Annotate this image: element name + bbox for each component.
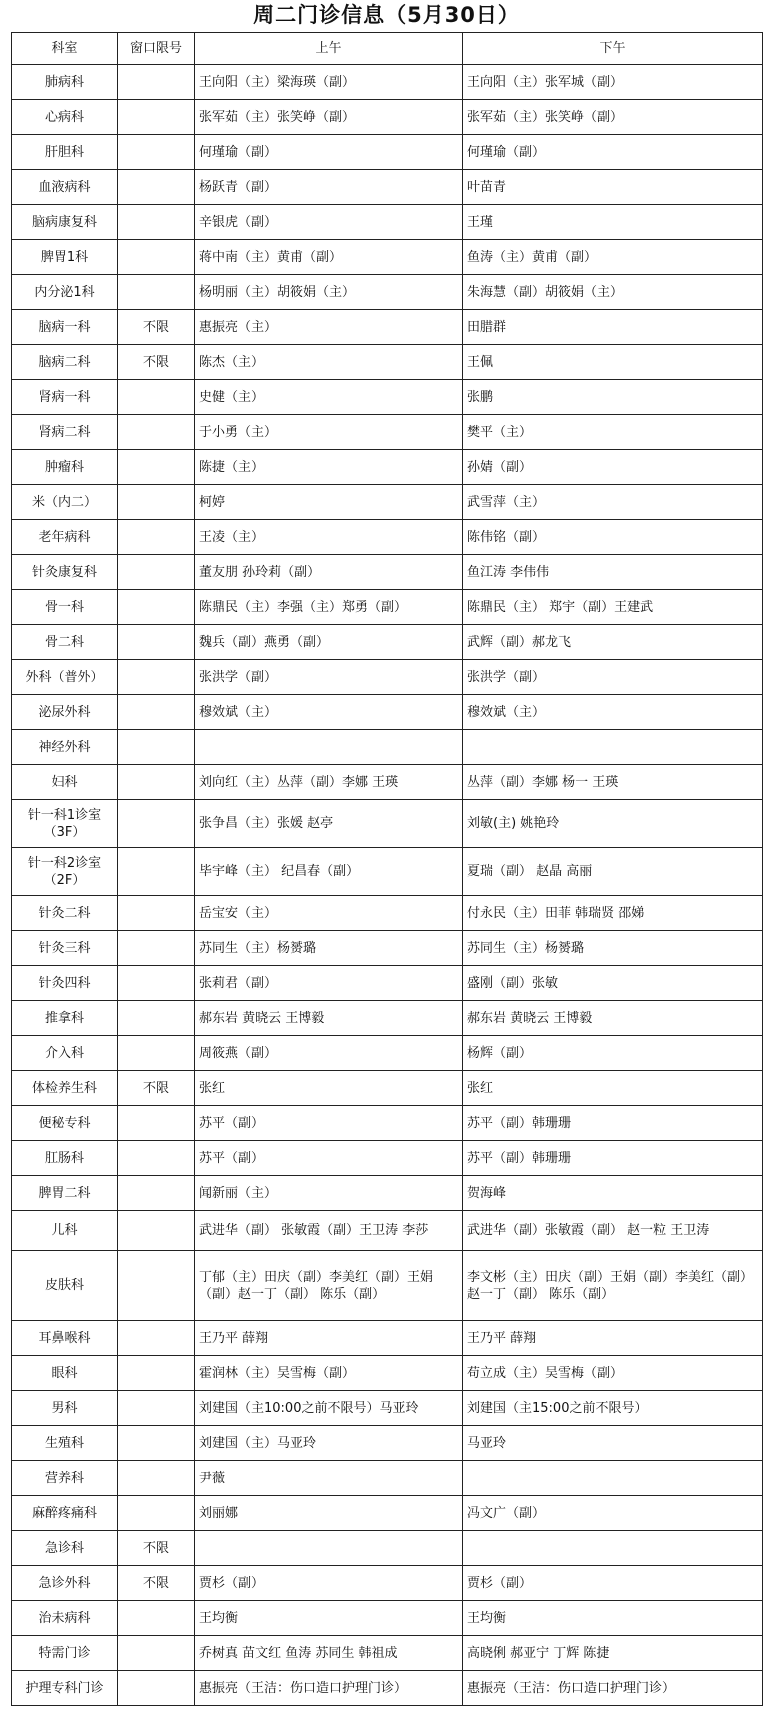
morning-cell: 何瑾瑜（副）	[195, 135, 463, 170]
window-limit-cell	[118, 695, 195, 730]
table-row	[12, 1106, 763, 1141]
dept-cell: 泌尿外科	[12, 695, 118, 730]
header-row	[12, 33, 763, 65]
dept-cell: 治未病科	[12, 1601, 118, 1636]
morning-cell	[195, 1531, 463, 1566]
dept-cell: 针灸康复科	[12, 555, 118, 590]
table-row	[12, 555, 763, 590]
morning-cell: 张争昌（主）张媛 赵亭	[195, 800, 463, 848]
afternoon-cell: 王乃平 薛翔	[463, 1321, 763, 1356]
table-row	[12, 1426, 763, 1461]
table-row	[12, 765, 763, 800]
morning-cell: 辛银虎（副）	[195, 205, 463, 240]
dept-cell: 推拿科	[12, 1001, 118, 1036]
dept-cell: 肿瘤科	[12, 450, 118, 485]
window-limit-cell: 不限	[118, 1531, 195, 1566]
table-row	[12, 1071, 763, 1106]
dept-cell: 骨一科	[12, 590, 118, 625]
window-limit-cell: 不限	[118, 1071, 195, 1106]
table-row	[12, 310, 763, 345]
dept-cell: 营养科	[12, 1461, 118, 1496]
table-row	[12, 1036, 763, 1071]
morning-cell: 王凌（主）	[195, 520, 463, 555]
table-row	[12, 1321, 763, 1356]
morning-cell: 惠振亮（王洁：伤口造口护理门诊）	[195, 1671, 463, 1706]
afternoon-cell: 张鹏	[463, 380, 763, 415]
table-row	[12, 1211, 763, 1251]
window-limit-cell	[118, 555, 195, 590]
header-window: 窗口限号	[118, 33, 195, 65]
window-limit-cell	[118, 848, 195, 896]
morning-cell: 丁郁（主）田庆（副）李美红（副）王娟（副）赵一丁（副） 陈乐（副）	[195, 1251, 463, 1321]
window-limit-cell	[118, 100, 195, 135]
afternoon-cell: 何瑾瑜（副）	[463, 135, 763, 170]
window-limit-cell	[118, 896, 195, 931]
window-limit-cell	[118, 1001, 195, 1036]
afternoon-cell: 盛刚（副）张敏	[463, 966, 763, 1001]
schedule-table	[11, 32, 763, 1706]
window-limit-cell	[118, 1251, 195, 1321]
dept-cell: 心病科	[12, 100, 118, 135]
window-limit-cell	[118, 1106, 195, 1141]
table-row	[12, 135, 763, 170]
afternoon-cell: 刘建国（主15:00之前不限号）	[463, 1391, 763, 1426]
afternoon-cell: 鱼江涛 李伟伟	[463, 555, 763, 590]
morning-cell: 贾杉（副）	[195, 1566, 463, 1601]
window-limit-cell	[118, 1601, 195, 1636]
window-limit-cell	[118, 485, 195, 520]
dept-cell: 老年病科	[12, 520, 118, 555]
header-dept: 科室	[12, 33, 118, 65]
window-limit-cell	[118, 240, 195, 275]
dept-cell: 护理专科门诊	[12, 1671, 118, 1706]
afternoon-cell: 贾杉（副）	[463, 1566, 763, 1601]
dept-cell: 妇科	[12, 765, 118, 800]
afternoon-cell: 刘敏(主) 姚艳玲	[463, 800, 763, 848]
morning-cell: 杨明丽（主）胡筱娟（主）	[195, 275, 463, 310]
table-row	[12, 590, 763, 625]
dept-cell: 男科	[12, 1391, 118, 1426]
window-limit-cell	[118, 1391, 195, 1426]
morning-cell: 刘向红（主）丛萍（副）李娜 王瑛	[195, 765, 463, 800]
window-limit-cell	[118, 380, 195, 415]
table-row	[12, 896, 763, 931]
morning-cell: 杨跃青（副）	[195, 170, 463, 205]
dept-cell: 急诊外科	[12, 1566, 118, 1601]
afternoon-cell: 穆效斌（主）	[463, 695, 763, 730]
window-limit-cell	[118, 135, 195, 170]
window-limit-cell	[118, 1036, 195, 1071]
dept-cell: 脑病一科	[12, 310, 118, 345]
dept-cell: 脑病二科	[12, 345, 118, 380]
table-row	[12, 170, 763, 205]
morning-cell: 张洪学（副）	[195, 660, 463, 695]
window-limit-cell	[118, 765, 195, 800]
morning-cell: 惠振亮（主）	[195, 310, 463, 345]
morning-cell: 苏平（副）	[195, 1141, 463, 1176]
table-row	[12, 275, 763, 310]
table-row	[12, 450, 763, 485]
afternoon-cell: 丛萍（副）李娜 杨一 王瑛	[463, 765, 763, 800]
table-row	[12, 520, 763, 555]
dept-cell: 脾胃二科	[12, 1176, 118, 1211]
dept-cell: 肺病科	[12, 65, 118, 100]
dept-cell: 针灸四科	[12, 966, 118, 1001]
table-row	[12, 848, 763, 896]
header-pm: 下午	[463, 33, 763, 65]
afternoon-cell: 李文彬（主）田庆（副）王娟（副）李美红（副） 赵一丁（副） 陈乐（副）	[463, 1251, 763, 1321]
afternoon-cell: 冯文广（副）	[463, 1496, 763, 1531]
afternoon-cell: 武进华（副）张敏霞（副） 赵一粒 王卫涛	[463, 1211, 763, 1251]
table-row	[12, 1356, 763, 1391]
table-row	[12, 485, 763, 520]
dept-cell: 儿科	[12, 1211, 118, 1251]
dept-cell: 肾病一科	[12, 380, 118, 415]
table-row	[12, 1601, 763, 1636]
dept-cell: 皮肤科	[12, 1251, 118, 1321]
window-limit-cell	[118, 65, 195, 100]
table-row	[12, 1251, 763, 1321]
window-limit-cell	[118, 450, 195, 485]
table-row	[12, 1566, 763, 1601]
afternoon-cell: 惠振亮（王洁：伤口造口护理门诊）	[463, 1671, 763, 1706]
table-row	[12, 931, 763, 966]
afternoon-cell: 高晓俐 郝亚宁 丁辉 陈捷	[463, 1636, 763, 1671]
afternoon-cell	[463, 1531, 763, 1566]
dept-cell: 针灸二科	[12, 896, 118, 931]
window-limit-cell	[118, 1636, 195, 1671]
morning-cell: 于小勇（主）	[195, 415, 463, 450]
morning-cell: 王均衡	[195, 1601, 463, 1636]
table-row	[12, 240, 763, 275]
window-limit-cell	[118, 730, 195, 765]
dept-cell: 麻醉疼痛科	[12, 1496, 118, 1531]
morning-cell: 陈捷（主）	[195, 450, 463, 485]
morning-cell: 苏同生（主）杨赟璐	[195, 931, 463, 966]
morning-cell: 董友朋 孙玲莉（副）	[195, 555, 463, 590]
window-limit-cell: 不限	[118, 345, 195, 380]
afternoon-cell: 陈鼎民（主） 郑宇（副）王建武	[463, 590, 763, 625]
dept-cell: 针一科1诊室（3F）	[12, 800, 118, 848]
dept-cell: 肝胆科	[12, 135, 118, 170]
dept-cell: 便秘专科	[12, 1106, 118, 1141]
dept-cell: 肛肠科	[12, 1141, 118, 1176]
dept-cell: 介入科	[12, 1036, 118, 1071]
morning-cell: 王向阳（主）梁海瑛（副）	[195, 65, 463, 100]
afternoon-cell: 张军茹（主）张笑峥（副）	[463, 100, 763, 135]
window-limit-cell	[118, 590, 195, 625]
window-limit-cell	[118, 1426, 195, 1461]
window-limit-cell	[118, 966, 195, 1001]
window-limit-cell	[118, 520, 195, 555]
table-row	[12, 1176, 763, 1211]
header-am: 上午	[195, 33, 463, 65]
morning-cell: 郝东岩 黄晓云 王博毅	[195, 1001, 463, 1036]
afternoon-cell: 武雪萍（主）	[463, 485, 763, 520]
afternoon-cell: 张洪学（副）	[463, 660, 763, 695]
table-row	[12, 800, 763, 848]
window-limit-cell	[118, 415, 195, 450]
afternoon-cell: 付永民（主）田菲 韩瑞贤 邵娣	[463, 896, 763, 931]
afternoon-cell: 夏瑞（副） 赵晶 高丽	[463, 848, 763, 896]
table-row	[12, 1461, 763, 1496]
dept-cell: 外科（普外）	[12, 660, 118, 695]
morning-cell: 刘建国（主10:00之前不限号）马亚玲	[195, 1391, 463, 1426]
window-limit-cell: 不限	[118, 1566, 195, 1601]
morning-cell: 蒋中南（主）黄甫（副）	[195, 240, 463, 275]
dept-cell: 眼科	[12, 1356, 118, 1391]
window-limit-cell	[118, 1321, 195, 1356]
table-row	[12, 1636, 763, 1671]
dept-cell: 针一科2诊室（2F）	[12, 848, 118, 896]
table-row	[12, 660, 763, 695]
dept-cell: 血液病科	[12, 170, 118, 205]
morning-cell: 张军茹（主）张笑峥（副）	[195, 100, 463, 135]
morning-cell: 苏平（副）	[195, 1106, 463, 1141]
table-row	[12, 730, 763, 765]
table-row	[12, 1391, 763, 1426]
dept-cell: 骨二科	[12, 625, 118, 660]
window-limit-cell	[118, 1141, 195, 1176]
morning-cell: 周筱燕（副）	[195, 1036, 463, 1071]
window-limit-cell	[118, 660, 195, 695]
afternoon-cell	[463, 730, 763, 765]
afternoon-cell: 苏同生（主）杨赟璐	[463, 931, 763, 966]
table-row	[12, 100, 763, 135]
morning-cell: 刘丽娜	[195, 1496, 463, 1531]
dept-cell: 米（内二）	[12, 485, 118, 520]
afternoon-cell: 武辉（副）郝龙飞	[463, 625, 763, 660]
table-row	[12, 1001, 763, 1036]
table-row	[12, 380, 763, 415]
morning-cell: 张红	[195, 1071, 463, 1106]
dept-cell: 体检养生科	[12, 1071, 118, 1106]
afternoon-cell: 苟立成（主）吴雪梅（副）	[463, 1356, 763, 1391]
afternoon-cell: 郝东岩 黄晓云 王博毅	[463, 1001, 763, 1036]
morning-cell	[195, 730, 463, 765]
window-limit-cell	[118, 931, 195, 966]
dept-cell: 针灸三科	[12, 931, 118, 966]
morning-cell: 王乃平 薛翔	[195, 1321, 463, 1356]
morning-cell: 武进华（副） 张敏霞（副）王卫涛 李莎	[195, 1211, 463, 1251]
afternoon-cell: 王向阳（主）张军城（副）	[463, 65, 763, 100]
morning-cell: 霍润林（主）吴雪梅（副）	[195, 1356, 463, 1391]
afternoon-cell: 王均衡	[463, 1601, 763, 1636]
morning-cell: 穆效斌（主）	[195, 695, 463, 730]
window-limit-cell: 不限	[118, 310, 195, 345]
window-limit-cell	[118, 1461, 195, 1496]
dept-cell: 急诊科	[12, 1531, 118, 1566]
morning-cell: 毕宇峰（主） 纪昌春（副）	[195, 848, 463, 896]
window-limit-cell	[118, 205, 195, 240]
morning-cell: 尹薇	[195, 1461, 463, 1496]
schedule-body	[12, 65, 763, 1706]
morning-cell: 柯婷	[195, 485, 463, 520]
table-row	[12, 695, 763, 730]
table-row	[12, 966, 763, 1001]
afternoon-cell: 贺海峰	[463, 1176, 763, 1211]
morning-cell: 魏兵（副）燕勇（副）	[195, 625, 463, 660]
window-limit-cell	[118, 625, 195, 660]
table-row	[12, 415, 763, 450]
morning-cell: 岳宝安（主）	[195, 896, 463, 931]
window-limit-cell	[118, 275, 195, 310]
afternoon-cell: 田腊群	[463, 310, 763, 345]
dept-cell: 特需门诊	[12, 1636, 118, 1671]
table-row	[12, 1531, 763, 1566]
morning-cell: 张莉君（副）	[195, 966, 463, 1001]
afternoon-cell: 马亚玲	[463, 1426, 763, 1461]
table-row	[12, 1671, 763, 1706]
afternoon-cell	[463, 1461, 763, 1496]
window-limit-cell	[118, 800, 195, 848]
morning-cell: 闻新丽（主）	[195, 1176, 463, 1211]
dept-cell: 生殖科	[12, 1426, 118, 1461]
window-limit-cell	[118, 1496, 195, 1531]
table-row	[12, 1141, 763, 1176]
morning-cell: 史健（主）	[195, 380, 463, 415]
afternoon-cell: 樊平（主）	[463, 415, 763, 450]
window-limit-cell	[118, 1176, 195, 1211]
morning-cell: 乔树真 苗文红 鱼涛 苏同生 韩祖成	[195, 1636, 463, 1671]
morning-cell: 陈杰（主）	[195, 345, 463, 380]
dept-cell: 脾胃1科	[12, 240, 118, 275]
afternoon-cell: 朱海慧（副）胡筱娟（主）	[463, 275, 763, 310]
table-row	[12, 345, 763, 380]
dept-cell: 内分泌1科	[12, 275, 118, 310]
morning-cell: 陈鼎民（主）李强（主）郑勇（副）	[195, 590, 463, 625]
afternoon-cell: 张红	[463, 1071, 763, 1106]
afternoon-cell: 王佩	[463, 345, 763, 380]
afternoon-cell: 苏平（副）韩珊珊	[463, 1106, 763, 1141]
afternoon-cell: 苏平（副）韩珊珊	[463, 1141, 763, 1176]
dept-cell: 肾病二科	[12, 415, 118, 450]
table-row	[12, 1496, 763, 1531]
table-row	[12, 205, 763, 240]
afternoon-cell: 孙婧（副）	[463, 450, 763, 485]
dept-cell: 脑病康复科	[12, 205, 118, 240]
dept-cell: 神经外科	[12, 730, 118, 765]
afternoon-cell: 杨辉（副）	[463, 1036, 763, 1071]
window-limit-cell	[118, 1211, 195, 1251]
window-limit-cell	[118, 1671, 195, 1706]
table-row	[12, 625, 763, 660]
window-limit-cell	[118, 170, 195, 205]
morning-cell: 刘建国（主）马亚玲	[195, 1426, 463, 1461]
afternoon-cell: 叶苗青	[463, 170, 763, 205]
dept-cell: 耳鼻喉科	[12, 1321, 118, 1356]
afternoon-cell: 陈伟铭（副）	[463, 520, 763, 555]
afternoon-cell: 鱼涛（主）黄甫（副）	[463, 240, 763, 275]
table-row	[12, 65, 763, 100]
afternoon-cell: 王瑾	[463, 205, 763, 240]
page-title: 周二门诊信息（5月30日）	[253, 3, 520, 27]
window-limit-cell	[118, 1356, 195, 1391]
